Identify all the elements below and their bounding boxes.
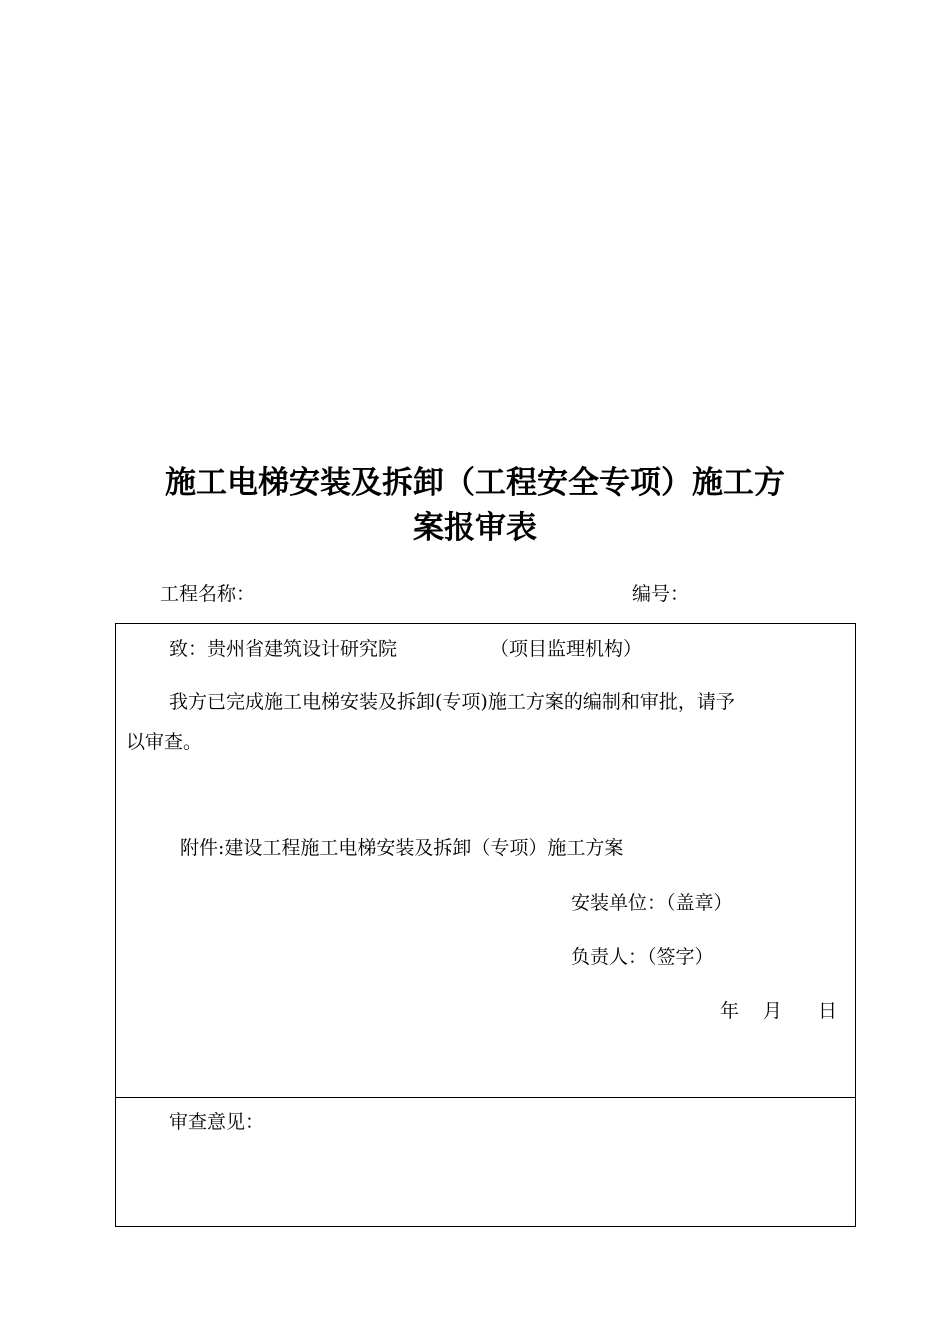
form-row-divider [116, 1097, 855, 1098]
date-year-label: 年 [719, 1000, 739, 1022]
request-text-line-1: 我方已完成施工电梯安装及拆卸(专项)施工方案的编制和审批，请予 [169, 691, 735, 713]
project-name-label: 工程名称： [160, 583, 256, 605]
addressee-org-text: （项目监理机构） [490, 638, 643, 660]
review-opinion-label: 审查意见： [169, 1111, 265, 1133]
serial-no-label: 编号： [632, 583, 690, 605]
date-field [720, 997, 837, 1025]
responsible-person-signature-field: 负责人：（签字） [571, 946, 714, 968]
document-title-line-1: 施工电梯安装及拆卸（工程安全专项）施工方 [165, 465, 785, 501]
date-day-label: 日 [817, 1000, 837, 1022]
install-unit-signature-field: 安装单位：（盖章） [571, 892, 733, 914]
document-title-line-2: 案报审表 [413, 510, 537, 546]
addressee-text: 致：贵州省建筑设计研究院 [169, 638, 398, 660]
review-form-table [115, 623, 856, 1227]
request-text-line-2: 以审查。 [126, 731, 203, 753]
date-month-label: 月 [762, 1000, 782, 1022]
attachment-text: 附件:建设工程施工电梯安装及拆卸（专项）施工方案 [180, 837, 624, 859]
